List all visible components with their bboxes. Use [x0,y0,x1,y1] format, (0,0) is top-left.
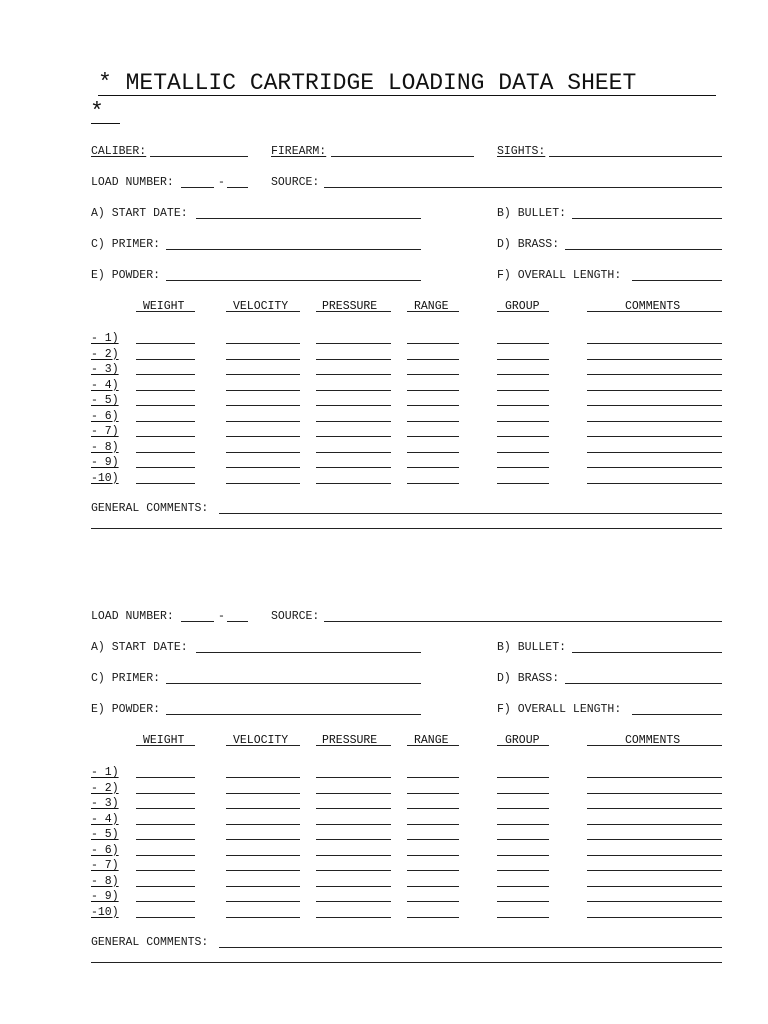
s1-cell-weight-3[interactable] [136,374,195,375]
s1-row-label: - 6) [91,409,119,423]
s1-cell-range-8[interactable] [407,452,459,453]
firearm-label: FIREARM: [271,145,327,158]
s2-cell-velocity-1[interactable] [226,777,300,778]
s1-cell-comments-7[interactable] [587,436,722,437]
s1-col-header-weight: WEIGHT [143,300,185,313]
s1-cell-pressure-8[interactable] [316,452,391,453]
s2-cell-weight-5[interactable] [136,839,195,840]
s1-cell-velocity-6[interactable] [226,421,300,422]
s2-cell-range-3[interactable] [407,808,459,809]
s1-col-header-pressure: PRESSURE [322,300,378,313]
s1-primer-label: C) PRIMER: [91,238,161,251]
s2-cell-comments-7[interactable] [587,870,722,871]
s1-cell-pressure-1[interactable] [316,343,391,344]
s1-col-header-underline-group [497,311,549,312]
title-underline [98,95,716,96]
s1-brass-label: D) BRASS: [497,238,560,251]
s2-primer-field[interactable] [166,683,421,684]
s1-col-header-range: RANGE [414,300,449,313]
s1-col-header-underline-range [407,311,459,312]
s1-cell-velocity-7[interactable] [226,436,300,437]
s1-overall-length-label: F) OVERALL LENGTH: [497,269,622,282]
s2-source-field[interactable] [324,621,722,622]
s2-cell-pressure-10[interactable] [316,917,391,918]
s1-row-label: - 4) [91,378,119,392]
s2-general-comments-label: GENERAL COMMENTS: [91,936,209,949]
s1-overall-length-field[interactable] [632,280,722,281]
s2-cell-range-8[interactable] [407,886,459,887]
s1-cell-velocity-4[interactable] [226,390,300,391]
s1-cell-group-9[interactable] [497,467,549,468]
s2-col-header-velocity: VELOCITY [233,734,289,747]
s2-cell-pressure-2[interactable] [316,793,391,794]
s1-cell-comments-3[interactable] [587,374,722,375]
s1-cell-weight-9[interactable] [136,467,195,468]
s2-cell-weight-3[interactable] [136,808,195,809]
s1-cell-range-2[interactable] [407,359,459,360]
s2-cell-group-3[interactable] [497,808,549,809]
s2-cell-group-1[interactable] [497,777,549,778]
s1-col-header-underline-pressure [316,311,391,312]
s2-cell-pressure-3[interactable] [316,808,391,809]
s1-cell-comments-10[interactable] [587,483,722,484]
s2-cell-velocity-6[interactable] [226,855,300,856]
s2-cell-pressure-9[interactable] [316,901,391,902]
s1-cell-group-6[interactable] [497,421,549,422]
s2-cell-group-4[interactable] [497,824,549,825]
s1-cell-weight-1[interactable] [136,343,195,344]
s2-cell-pressure-7[interactable] [316,870,391,871]
s1-row-label: -10) [91,471,119,485]
s1-powder-label: E) POWDER: [91,269,161,282]
caliber-label: CALIBER: [91,145,147,158]
s1-source-label: SOURCE: [271,176,320,189]
s2-powder-label: E) POWDER: [91,703,161,716]
s1-cell-group-8[interactable] [497,452,549,453]
s2-cell-comments-8[interactable] [587,886,722,887]
s1-cell-weight-6[interactable] [136,421,195,422]
s1-cell-group-7[interactable] [497,436,549,437]
s1-row-label: - 8) [91,440,119,454]
s2-cell-weight-2[interactable] [136,793,195,794]
s1-load-number-field-a[interactable] [181,187,214,188]
s2-col-header-underline-velocity [226,745,300,746]
sights-label: SIGHTS: [497,145,546,158]
s2-cell-comments-6[interactable] [587,855,722,856]
sights-field[interactable] [549,156,722,157]
s1-cell-velocity-8[interactable] [226,452,300,453]
s2-col-header-comments: COMMENTS [625,734,681,747]
s2-col-header-range: RANGE [414,734,449,747]
s2-brass-field[interactable] [565,683,722,684]
s2-cell-weight-7[interactable] [136,870,195,871]
s2-col-header-pressure: PRESSURE [322,734,378,747]
s2-cell-velocity-10[interactable] [226,917,300,918]
s1-cell-velocity-3[interactable] [226,374,300,375]
s1-start-date-field[interactable] [196,218,421,219]
s1-cell-range-4[interactable] [407,390,459,391]
s2-cell-comments-1[interactable] [587,777,722,778]
s1-load-number-dash: - [218,176,225,189]
s1-row-label: - 2) [91,347,119,361]
s1-row-label: - 1) [91,332,119,345]
s1-cell-comments-8[interactable] [587,452,722,453]
s2-cell-pressure-6[interactable] [316,855,391,856]
s2-cell-group-8[interactable] [497,886,549,887]
s1-col-header-underline-weight [136,311,195,312]
s2-col-header-group: GROUP [505,734,540,747]
s2-cell-comments-5[interactable] [587,839,722,840]
s1-cell-comments-2[interactable] [587,359,722,360]
s2-row-label: - 2) [91,781,119,795]
s2-overall-length-field[interactable] [632,714,722,715]
s1-general-comments-label: GENERAL COMMENTS: [91,502,209,515]
s2-cell-weight-10[interactable] [136,917,195,918]
s2-cell-pressure-5[interactable] [316,839,391,840]
s2-load-number-field-a[interactable] [181,621,214,622]
s2-cell-group-7[interactable] [497,870,549,871]
title-star-underline [91,123,120,124]
s1-bullet-field[interactable] [572,218,722,219]
s1-cell-pressure-4[interactable] [316,390,391,391]
s2-cell-range-9[interactable] [407,901,459,902]
s2-cell-velocity-8[interactable] [226,886,300,887]
caliber-field[interactable] [150,156,248,157]
s2-cell-velocity-2[interactable] [226,793,300,794]
s2-cell-velocity-9[interactable] [226,901,300,902]
s1-brass-field[interactable] [565,249,722,250]
s1-row-label: - 9) [91,456,119,469]
s1-cell-range-1[interactable] [407,343,459,344]
s1-cell-range-3[interactable] [407,374,459,375]
s1-cell-range-10[interactable] [407,483,459,484]
s1-cell-velocity-9[interactable] [226,467,300,468]
s1-cell-group-3[interactable] [497,374,549,375]
s2-cell-velocity-7[interactable] [226,870,300,871]
s1-cell-pressure-3[interactable] [316,374,391,375]
s1-cell-comments-6[interactable] [587,421,722,422]
s1-cell-pressure-5[interactable] [316,405,391,406]
s2-row-label: - 8) [91,874,119,888]
s1-source-field[interactable] [324,187,722,188]
s2-row-label: - 7) [91,859,119,872]
s1-cell-weight-8[interactable] [136,452,195,453]
s2-load-number-label: LOAD NUMBER: [91,610,174,623]
s2-col-header-underline-pressure [316,745,391,746]
s1-cell-pressure-7[interactable] [316,436,391,437]
s1-cell-pressure-9[interactable] [316,467,391,468]
s1-general-comments-field[interactable] [219,513,722,514]
s2-cell-velocity-4[interactable] [226,824,300,825]
s2-cell-range-4[interactable] [407,824,459,825]
s1-cell-group-10[interactable] [497,483,549,484]
s2-powder-field[interactable] [166,714,421,715]
s2-brass-label: D) BRASS: [497,672,560,685]
s1-cell-pressure-2[interactable] [316,359,391,360]
s2-cell-pressure-8[interactable] [316,886,391,887]
s2-cell-weight-8[interactable] [136,886,195,887]
s1-powder-field[interactable] [166,280,421,281]
s1-col-header-group: GROUP [505,300,540,313]
s1-cell-comments-4[interactable] [587,390,722,391]
s2-row-label: - 3) [91,797,119,810]
s2-row-label: - 6) [91,843,119,857]
s1-col-header-comments: COMMENTS [625,300,681,313]
s2-cell-group-2[interactable] [497,793,549,794]
s1-cell-weight-10[interactable] [136,483,195,484]
firearm-field[interactable] [331,156,474,157]
s2-col-header-underline-group [497,745,549,746]
s2-row-label: - 9) [91,890,119,903]
s2-cell-weight-6[interactable] [136,855,195,856]
s1-primer-field[interactable] [166,249,421,250]
title-star: * [90,99,104,125]
s1-row-label: - 7) [91,425,119,438]
s1-cell-group-2[interactable] [497,359,549,360]
s1-col-header-underline-comments [587,311,722,312]
s2-cell-weight-1[interactable] [136,777,195,778]
s2-row-label: - 4) [91,812,119,826]
s2-overall-length-label: F) OVERALL LENGTH: [497,703,622,716]
s1-cell-weight-4[interactable] [136,390,195,391]
s2-col-header-underline-range [407,745,459,746]
s2-primer-label: C) PRIMER: [91,672,161,685]
s2-cell-comments-9[interactable] [587,901,722,902]
s2-cell-comments-10[interactable] [587,917,722,918]
s1-cell-range-7[interactable] [407,436,459,437]
s2-general-comments-field-2[interactable] [91,962,722,963]
s1-cell-velocity-1[interactable] [226,343,300,344]
s2-start-date-field[interactable] [196,652,421,653]
s1-cell-range-6[interactable] [407,421,459,422]
s1-cell-comments-9[interactable] [587,467,722,468]
s2-bullet-field[interactable] [572,652,722,653]
s2-source-label: SOURCE: [271,610,320,623]
s2-cell-range-6[interactable] [407,855,459,856]
s2-general-comments-field[interactable] [219,947,722,948]
s1-cell-pressure-6[interactable] [316,421,391,422]
s2-load-number-dash: - [218,610,225,623]
s1-cell-group-5[interactable] [497,405,549,406]
s2-cell-range-7[interactable] [407,870,459,871]
s2-cell-range-2[interactable] [407,793,459,794]
s1-col-header-underline-velocity [226,311,300,312]
s1-cell-weight-5[interactable] [136,405,195,406]
s2-cell-comments-3[interactable] [587,808,722,809]
s2-start-date-label: A) START DATE: [91,641,188,654]
s1-cell-comments-1[interactable] [587,343,722,344]
s1-cell-range-9[interactable] [407,467,459,468]
s2-cell-velocity-3[interactable] [226,808,300,809]
s1-cell-pressure-10[interactable] [316,483,391,484]
s1-cell-group-1[interactable] [497,343,549,344]
s1-cell-comments-5[interactable] [587,405,722,406]
s2-cell-comments-4[interactable] [587,824,722,825]
s2-cell-range-1[interactable] [407,777,459,778]
s1-load-number-label: LOAD NUMBER: [91,176,174,189]
s2-cell-weight-4[interactable] [136,824,195,825]
s1-col-header-velocity: VELOCITY [233,300,289,313]
s2-cell-pressure-1[interactable] [316,777,391,778]
s2-cell-weight-9[interactable] [136,901,195,902]
s2-cell-range-5[interactable] [407,839,459,840]
s1-cell-range-5[interactable] [407,405,459,406]
s2-row-label: -10) [91,905,119,919]
s2-cell-group-10[interactable] [497,917,549,918]
s1-general-comments-field-2[interactable] [91,528,722,529]
s2-cell-pressure-4[interactable] [316,824,391,825]
s1-load-number-field-b[interactable] [227,187,248,188]
s2-row-label: - 1) [91,766,119,779]
s2-row-label: - 5) [91,828,119,841]
s2-col-header-underline-comments [587,745,722,746]
s2-bullet-label: B) BULLET: [497,641,567,654]
s1-cell-velocity-2[interactable] [226,359,300,360]
s2-cell-range-10[interactable] [407,917,459,918]
s1-row-label: - 5) [91,394,119,407]
s2-cell-group-5[interactable] [497,839,549,840]
page-title: * METALLIC CARTRIDGE LOADING DATA SHEET [98,70,637,96]
s2-col-header-weight: WEIGHT [143,734,185,747]
s2-cell-velocity-5[interactable] [226,839,300,840]
s2-load-number-field-b[interactable] [227,621,248,622]
s1-start-date-label: A) START DATE: [91,207,188,220]
s2-col-header-underline-weight [136,745,195,746]
s1-cell-velocity-5[interactable] [226,405,300,406]
s1-cell-weight-2[interactable] [136,359,195,360]
s2-cell-group-6[interactable] [497,855,549,856]
s2-cell-comments-2[interactable] [587,793,722,794]
s2-cell-group-9[interactable] [497,901,549,902]
s1-cell-weight-7[interactable] [136,436,195,437]
s1-cell-group-4[interactable] [497,390,549,391]
s1-bullet-label: B) BULLET: [497,207,567,220]
s1-row-label: - 3) [91,363,119,376]
s1-cell-velocity-10[interactable] [226,483,300,484]
